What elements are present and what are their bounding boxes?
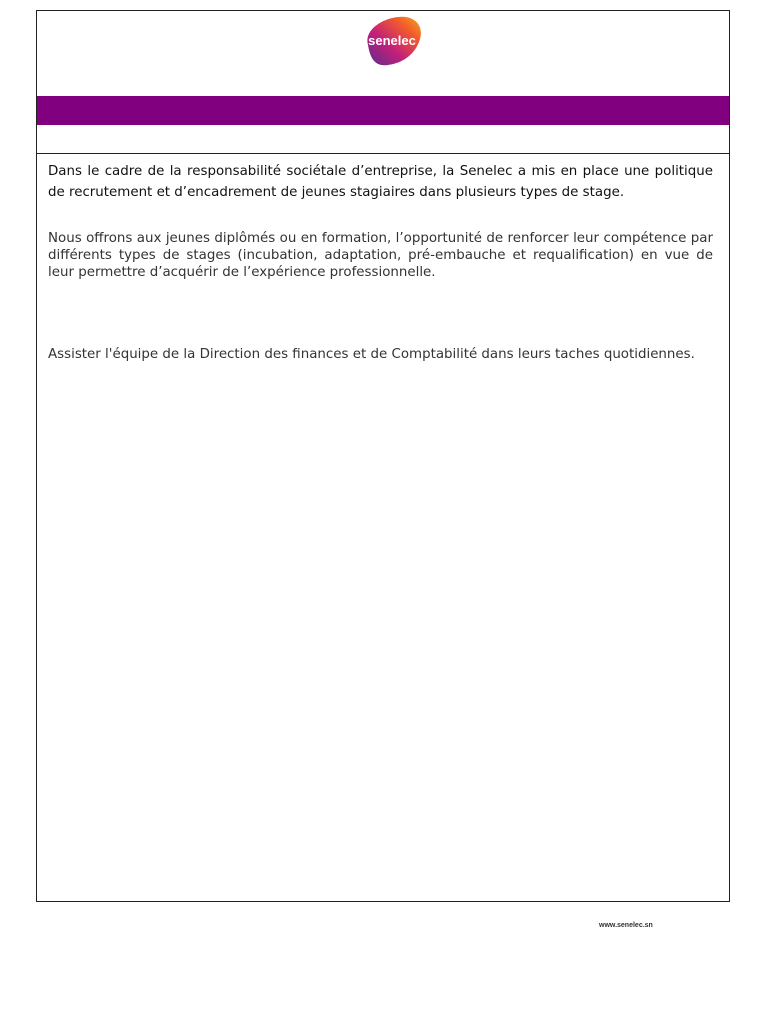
header-band	[37, 96, 729, 125]
svg-text:senelec: senelec	[368, 33, 416, 48]
senelec-logo	[358, 15, 424, 67]
offer-paragraph: Nous offrons aux jeunes diplômés ou en formation, l’opportunité de renforcer leur compétence par différents types de stages (incubation, adaptation, pré-embauche et requalification) en vue de leur permettre d’acquérir de l’expérience professionnelle.	[48, 231, 713, 280]
footer-website: www.senelec.sn	[599, 922, 653, 929]
document-frame	[36, 10, 730, 902]
header-divider	[37, 153, 729, 154]
intro-paragraph: Dans le cadre de la responsabilité sociétale d’entreprise, la Senelec a mis en place une politique de recrutement et d’encadrement de jeunes stagiaires dans plusieurs types de stage.	[48, 164, 713, 200]
mission-paragraph: Assister l'équipe de la Direction des finances et de Comptabilité dans leurs taches quotidiennes.	[48, 347, 695, 362]
